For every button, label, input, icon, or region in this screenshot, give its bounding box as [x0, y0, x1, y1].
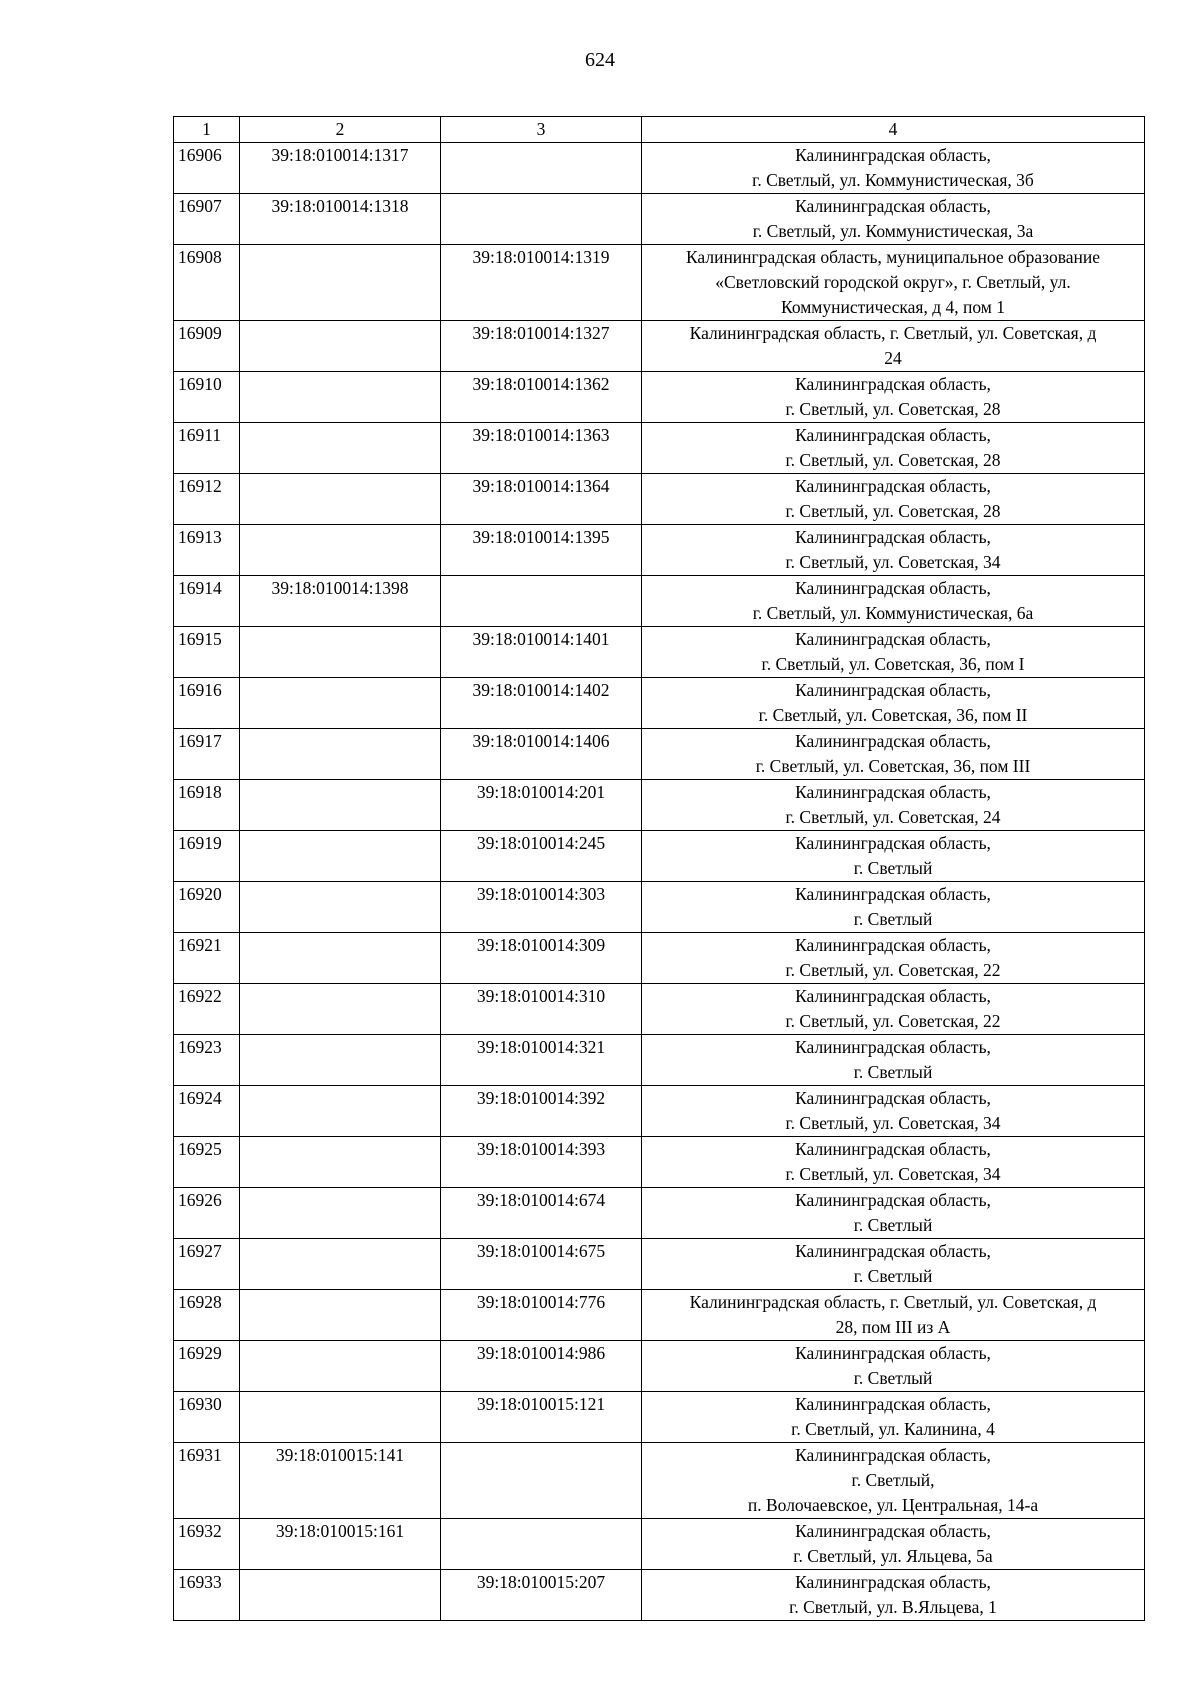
address-line: Калининградская область, [795, 1139, 991, 1159]
table-body [174, 143, 1145, 1621]
cadastral-number-cell-col3: 39:18:010014:674 [441, 1188, 642, 1239]
address-line: Калининградская область, [795, 629, 991, 649]
cadastral-number-cell-col3: 39:18:010014:321 [441, 1035, 642, 1086]
cadastral-number-cell-col2 [240, 1086, 441, 1137]
cadastral-number-cell-col2 [240, 984, 441, 1035]
address-cell [642, 194, 1145, 245]
table-row [174, 245, 1145, 321]
address-line: г. Светлый, ул. Коммунистическая, 3б [752, 170, 1034, 190]
address-line: Калининградская область, [795, 1572, 991, 1592]
cadastral-number-cell-col3 [441, 576, 642, 627]
row-number-cell: 16919 [174, 831, 240, 882]
address-line: Калининградская область, муниципальное образование [685, 247, 1100, 267]
address-line: г. Светлый, [851, 1470, 935, 1490]
table-row [174, 474, 1145, 525]
cadastral-number-cell-col3 [441, 143, 642, 194]
row-number-cell: 16915 [174, 627, 240, 678]
cadastral-number-cell-col2 [240, 933, 441, 984]
row-number-cell: 16925 [174, 1137, 240, 1188]
address-line: Калининградская область, [795, 1445, 991, 1465]
cadastral-number-cell-col3 [441, 1519, 642, 1570]
address-cell [642, 882, 1145, 933]
address-line: г. Светлый, ул. Советская, 36, пом III [755, 756, 1031, 776]
row-number-cell: 16920 [174, 882, 240, 933]
cadastral-number-cell-col2 [240, 1570, 441, 1621]
row-number-cell: 16906 [174, 143, 240, 194]
address-cell [642, 245, 1145, 321]
cadastral-number-cell-col2 [240, 831, 441, 882]
cadastral-number-cell-col2 [240, 525, 441, 576]
cadastral-number-cell-col3: 39:18:010014:1363 [441, 423, 642, 474]
address-line: г. Светлый, ул. Советская, 34 [785, 552, 1001, 572]
row-number-cell: 16913 [174, 525, 240, 576]
cadastral-number-cell-col2 [240, 627, 441, 678]
address-line: Калининградская область, [795, 1521, 991, 1541]
address-line: Калининградская область, [795, 476, 991, 496]
cadastral-number-cell-col3: 39:18:010014:1401 [441, 627, 642, 678]
cadastral-number-cell-col2 [240, 678, 441, 729]
row-number-cell: 16932 [174, 1519, 240, 1570]
column-header-1: 1 [174, 117, 240, 143]
cadastral-number-cell-col3: 39:18:010014:776 [441, 1290, 642, 1341]
address-cell [642, 984, 1145, 1035]
address-line: Калининградская область, [795, 145, 991, 165]
row-number-cell: 16929 [174, 1341, 240, 1392]
table-row [174, 1137, 1145, 1188]
address-cell [642, 1443, 1145, 1519]
address-line: Калининградская область, [795, 884, 991, 904]
table-row [174, 729, 1145, 780]
address-cell [642, 627, 1145, 678]
row-number-cell: 16927 [174, 1239, 240, 1290]
cadastral-number-cell-col2: 39:18:010015:141 [240, 1443, 441, 1519]
address-line: Калининградская область, [795, 833, 991, 853]
registry-table [173, 116, 1145, 1621]
address-line: г. Светлый, ул. Коммунистическая, 3а [752, 221, 1034, 241]
column-header-2: 2 [240, 117, 441, 143]
cadastral-number-cell-col3: 39:18:010014:675 [441, 1239, 642, 1290]
address-cell [642, 1086, 1145, 1137]
address-line: г. Светлый [853, 1368, 933, 1388]
address-line: г. Светлый, ул. Коммунистическая, 6а [752, 603, 1034, 623]
table-row [174, 525, 1145, 576]
address-line: Калининградская область, [795, 196, 991, 216]
address-line: Калининградская область, [795, 1088, 991, 1108]
cadastral-number-cell-col2 [240, 321, 441, 372]
table-row [174, 423, 1145, 474]
cadastral-number-cell-col3 [441, 194, 642, 245]
address-line: Калининградская область, [795, 374, 991, 394]
table-row [174, 984, 1145, 1035]
row-number-cell: 16923 [174, 1035, 240, 1086]
row-number-cell: 16918 [174, 780, 240, 831]
table-row [174, 1188, 1145, 1239]
row-number-cell: 16914 [174, 576, 240, 627]
cadastral-number-cell-col2 [240, 1341, 441, 1392]
address-cell [642, 143, 1145, 194]
row-number-cell: 16911 [174, 423, 240, 474]
cadastral-number-cell-col2: 39:18:010014:1317 [240, 143, 441, 194]
address-line: Калининградская область, [795, 986, 991, 1006]
row-number-cell: 16910 [174, 372, 240, 423]
address-line: г. Светлый, ул. Калинина, 4 [791, 1419, 995, 1439]
cadastral-number-cell-col3: 39:18:010014:1395 [441, 525, 642, 576]
cadastral-number-cell-col2 [240, 1188, 441, 1239]
address-line: г. Светлый, ул. Советская, 24 [785, 807, 1001, 827]
address-line: Калининградская область, [795, 1394, 991, 1414]
cadastral-number-cell-col2 [240, 1290, 441, 1341]
address-line: Калининградская область, [795, 527, 991, 547]
address-line: г. Светлый, ул. Советская, 36, пом I [761, 654, 1025, 674]
cadastral-number-cell-col3: 39:18:010015:207 [441, 1570, 642, 1621]
table-row [174, 194, 1145, 245]
address-line: Калининградская область, [795, 680, 991, 700]
address-cell [642, 780, 1145, 831]
address-cell [642, 1519, 1145, 1570]
address-line: г. Светлый, ул. Яльцева, 5а [793, 1546, 993, 1566]
row-number-cell: 16924 [174, 1086, 240, 1137]
cadastral-number-cell-col3: 39:18:010014:303 [441, 882, 642, 933]
cadastral-number-cell-col2 [240, 1035, 441, 1086]
table-row [174, 1239, 1145, 1290]
row-number-cell: 16909 [174, 321, 240, 372]
address-cell [642, 1570, 1145, 1621]
cadastral-number-cell-col2 [240, 729, 441, 780]
address-cell [642, 321, 1145, 372]
row-number-cell: 16933 [174, 1570, 240, 1621]
table-row [174, 1570, 1145, 1621]
cadastral-number-cell-col2 [240, 474, 441, 525]
address-line: 28, пом III из А [835, 1317, 951, 1337]
cadastral-number-cell-col3: 39:18:010014:1362 [441, 372, 642, 423]
column-header-4: 4 [642, 117, 1145, 143]
address-line: г. Светлый [853, 1266, 933, 1286]
cadastral-number-cell-col3: 39:18:010014:309 [441, 933, 642, 984]
table-row [174, 1443, 1145, 1519]
table-row [174, 372, 1145, 423]
address-line: Калининградская область, [795, 578, 991, 598]
column-header-3: 3 [441, 117, 642, 143]
cadastral-number-cell-col3: 39:18:010014:310 [441, 984, 642, 1035]
cadastral-number-cell-col3: 39:18:010014:986 [441, 1341, 642, 1392]
address-cell [642, 423, 1145, 474]
address-line: Калининградская область, [795, 1037, 991, 1057]
address-line: Калининградская область, г. Светлый, ул. Советская, д [689, 1292, 1097, 1312]
row-number-cell: 16926 [174, 1188, 240, 1239]
table-row [174, 678, 1145, 729]
address-line: г. Светлый, ул. Советская, 22 [785, 1011, 1001, 1031]
row-number-cell: 16907 [174, 194, 240, 245]
address-cell [642, 678, 1145, 729]
address-line: п. Волочаевское, ул. Центральная, 14-а [747, 1495, 1039, 1515]
row-number-cell: 16912 [174, 474, 240, 525]
row-number-cell: 16916 [174, 678, 240, 729]
address-cell [642, 372, 1145, 423]
cadastral-number-cell-col2 [240, 372, 441, 423]
table-row [174, 1392, 1145, 1443]
address-cell [642, 729, 1145, 780]
address-cell [642, 1290, 1145, 1341]
address-line: Коммунистическая, д 4, пом 1 [781, 297, 1005, 317]
cadastral-number-cell-col3: 39:18:010014:1364 [441, 474, 642, 525]
cadastral-number-cell-col3: 39:18:010015:121 [441, 1392, 642, 1443]
address-line: Калининградская область, [795, 425, 991, 445]
address-line: г. Светлый, ул. Советская, 34 [785, 1113, 1001, 1133]
cadastral-number-cell-col2 [240, 1392, 441, 1443]
table-row [174, 1341, 1145, 1392]
address-line: г. Светлый, ул. Советская, 28 [785, 450, 1001, 470]
cadastral-number-cell-col3: 39:18:010014:392 [441, 1086, 642, 1137]
table-row [174, 831, 1145, 882]
cadastral-number-cell-col3: 39:18:010014:1319 [441, 245, 642, 321]
row-number-cell: 16921 [174, 933, 240, 984]
address-line: г. Светлый [853, 1062, 933, 1082]
address-line: г. Светлый [853, 858, 933, 878]
address-line: Калининградская область, [795, 782, 991, 802]
row-number-cell: 16908 [174, 245, 240, 321]
address-cell [642, 1035, 1145, 1086]
address-cell [642, 1188, 1145, 1239]
address-line: 24 [884, 348, 902, 368]
row-number-cell: 16922 [174, 984, 240, 1035]
address-cell [642, 576, 1145, 627]
cadastral-number-cell-col3: 39:18:010014:1406 [441, 729, 642, 780]
address-line: г. Светлый, ул. Советская, 28 [785, 399, 1001, 419]
address-line: г. Светлый, ул. Советская, 36, пом II [758, 705, 1028, 725]
cadastral-number-cell-col2 [240, 423, 441, 474]
address-line: Калининградская область, [795, 1190, 991, 1210]
cadastral-number-cell-col3: 39:18:010014:1327 [441, 321, 642, 372]
table-row [174, 1035, 1145, 1086]
address-cell [642, 933, 1145, 984]
address-cell [642, 1341, 1145, 1392]
table-row [174, 1519, 1145, 1570]
table-row [174, 321, 1145, 372]
row-number-cell: 16917 [174, 729, 240, 780]
table-row [174, 1086, 1145, 1137]
row-number-cell: 16928 [174, 1290, 240, 1341]
cadastral-number-cell-col2 [240, 1239, 441, 1290]
address-cell [642, 474, 1145, 525]
address-line: г. Светлый, ул. Советская, 28 [785, 501, 1001, 521]
address-line: Калининградская область, г. Светлый, ул. Советская, д [689, 323, 1097, 343]
table-row [174, 143, 1145, 194]
address-line: Калининградская область, [795, 1343, 991, 1363]
row-number-cell: 16931 [174, 1443, 240, 1519]
table-row [174, 627, 1145, 678]
cadastral-number-cell-col3: 39:18:010014:201 [441, 780, 642, 831]
address-line: г. Светлый, ул. В.Яльцева, 1 [789, 1597, 997, 1617]
address-cell [642, 831, 1145, 882]
address-line: г. Светлый [853, 909, 933, 929]
table-row [174, 780, 1145, 831]
table-row [174, 882, 1145, 933]
address-line: г. Светлый, ул. Советская, 34 [785, 1164, 1001, 1184]
cadastral-number-cell-col3: 39:18:010014:245 [441, 831, 642, 882]
address-cell [642, 1392, 1145, 1443]
table-row [174, 576, 1145, 627]
address-line: «Светловский городской округ», г. Светлый, ул. [715, 272, 1071, 292]
address-cell [642, 1239, 1145, 1290]
table-row [174, 933, 1145, 984]
cadastral-number-cell-col2 [240, 245, 441, 321]
address-line: г. Светлый, ул. Советская, 22 [785, 960, 1001, 980]
table-header-row [174, 117, 1145, 143]
cadastral-number-cell-col2: 39:18:010014:1398 [240, 576, 441, 627]
address-cell [642, 1137, 1145, 1188]
cadastral-number-cell-col2 [240, 882, 441, 933]
cadastral-number-cell-col2 [240, 1137, 441, 1188]
address-line: Калининградская область, [795, 731, 991, 751]
cadastral-number-cell-col2 [240, 780, 441, 831]
cadastral-number-cell-col2: 39:18:010015:161 [240, 1519, 441, 1570]
cadastral-number-cell-col2: 39:18:010014:1318 [240, 194, 441, 245]
address-line: Калининградская область, [795, 935, 991, 955]
cadastral-number-cell-col3 [441, 1443, 642, 1519]
address-line: Калининградская область, [795, 1241, 991, 1261]
row-number-cell: 16930 [174, 1392, 240, 1443]
page-number: 624 [585, 49, 615, 71]
address-cell [642, 525, 1145, 576]
cadastral-number-cell-col3: 39:18:010014:1402 [441, 678, 642, 729]
address-line: г. Светлый [853, 1215, 933, 1235]
table-row [174, 1290, 1145, 1341]
cadastral-number-cell-col3: 39:18:010014:393 [441, 1137, 642, 1188]
